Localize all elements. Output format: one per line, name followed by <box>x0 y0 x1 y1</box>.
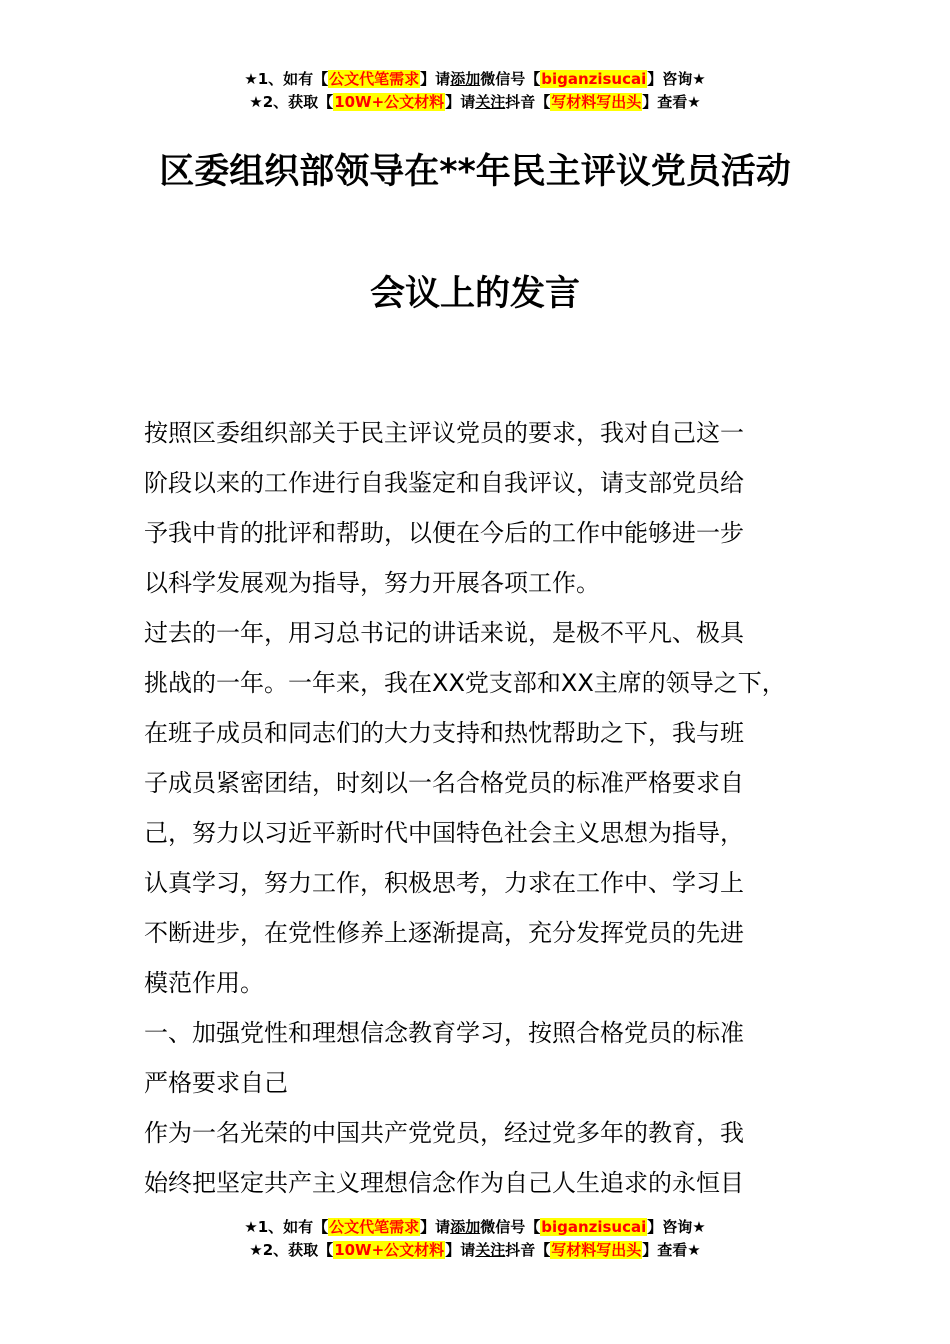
underlined-text: 关注 <box>475 93 506 111</box>
banner-text: 】请 <box>445 93 476 111</box>
document-title-line-2: 会议上的发言 <box>369 274 580 314</box>
banner-text: 抖音【 <box>505 1241 551 1259</box>
body-line: 阶段以来的工作进行自我鉴定和自我评议，请支部党员给 <box>144 469 744 497</box>
document-title-line-1: 区委组织部领导在**年民主评议党员活动 <box>159 152 791 192</box>
highlight-douyin-account: 写材料写出头 <box>551 93 642 111</box>
body-line: 模范作用。 <box>144 969 264 997</box>
banner-text: 】查看★ <box>642 93 701 111</box>
banner-text: 微信号【 <box>480 1218 541 1236</box>
banner-line-1 <box>0 1216 950 1239</box>
banner-text: ★1、如有【 <box>244 70 329 88</box>
banner-text: 】请 <box>445 1241 476 1259</box>
underlined-text: 添加 <box>450 1218 481 1236</box>
banner-line-2 <box>0 91 950 114</box>
banner-line-2 <box>0 1239 950 1262</box>
banner-text: 】咨询★ <box>647 1218 706 1236</box>
highlight-service: 公文代笔需求 <box>329 1218 420 1236</box>
body-line: 作为一名光荣的中国共产党党员，经过党多年的教育，我 <box>144 1119 744 1147</box>
highlight-materials: 10W+公文材料 <box>334 93 445 111</box>
underlined-text: 关注 <box>475 1241 506 1259</box>
body-line: 以科学发展观为指导，努力开展各项工作。 <box>144 569 600 597</box>
banner-line-1 <box>0 68 950 91</box>
body-line: 按照区委组织部关于民主评议党员的要求，我对自己这一 <box>144 419 744 447</box>
body-line: 认真学习，努力工作，积极思考，力求在工作中、学习上 <box>144 869 744 897</box>
banner-text: 】查看★ <box>642 1241 701 1259</box>
banner-text: 】请 <box>420 70 451 88</box>
body-line: 予我中肯的批评和帮助，以便在今后的工作中能够进一步 <box>144 519 744 547</box>
body-line: 在班子成员和同志们的大力支持和热忱帮助之下，我与班 <box>144 719 744 747</box>
header-banner <box>0 68 950 114</box>
document-body <box>144 408 834 1208</box>
banner-text: 微信号【 <box>480 70 541 88</box>
body-line: 过去的一年，用习总书记的讲话来说，是极不平凡、极具 <box>144 619 744 647</box>
underlined-text: 添加 <box>450 70 481 88</box>
banner-text: ★2、获取【 <box>249 93 334 111</box>
section-heading-line: 严格要求自己 <box>144 1069 288 1097</box>
banner-text: 】咨询★ <box>647 70 706 88</box>
highlight-wechat-id: biganzisucai <box>541 1218 647 1236</box>
body-line: 挑战的一年。一年来，我在XX党支部和XX主席的领导之下， <box>144 669 786 697</box>
body-line: 子成员紧密团结，时刻以一名合格党员的标准严格要求自 <box>144 769 744 797</box>
banner-text: ★2、获取【 <box>249 1241 334 1259</box>
footer-banner <box>0 1216 950 1262</box>
banner-text: ★1、如有【 <box>244 1218 329 1236</box>
banner-text: 】请 <box>420 1218 451 1236</box>
body-line: 己，努力以习近平新时代中国特色社会主义思想为指导， <box>144 819 744 847</box>
highlight-service: 公文代笔需求 <box>329 70 420 88</box>
body-line: 始终把坚定共产主义理想信念作为自己人生追求的永恒目 <box>144 1169 744 1197</box>
highlight-douyin-account: 写材料写出头 <box>551 1241 642 1259</box>
highlight-wechat-id: biganzisucai <box>541 70 647 88</box>
highlight-materials: 10W+公文材料 <box>334 1241 445 1259</box>
section-heading-line: 一、加强党性和理想信念教育学习，按照合格党员的标准 <box>144 1019 744 1047</box>
banner-text: 抖音【 <box>505 93 551 111</box>
body-line: 不断进步，在党性修养上逐渐提高，充分发挥党员的先进 <box>144 919 744 947</box>
